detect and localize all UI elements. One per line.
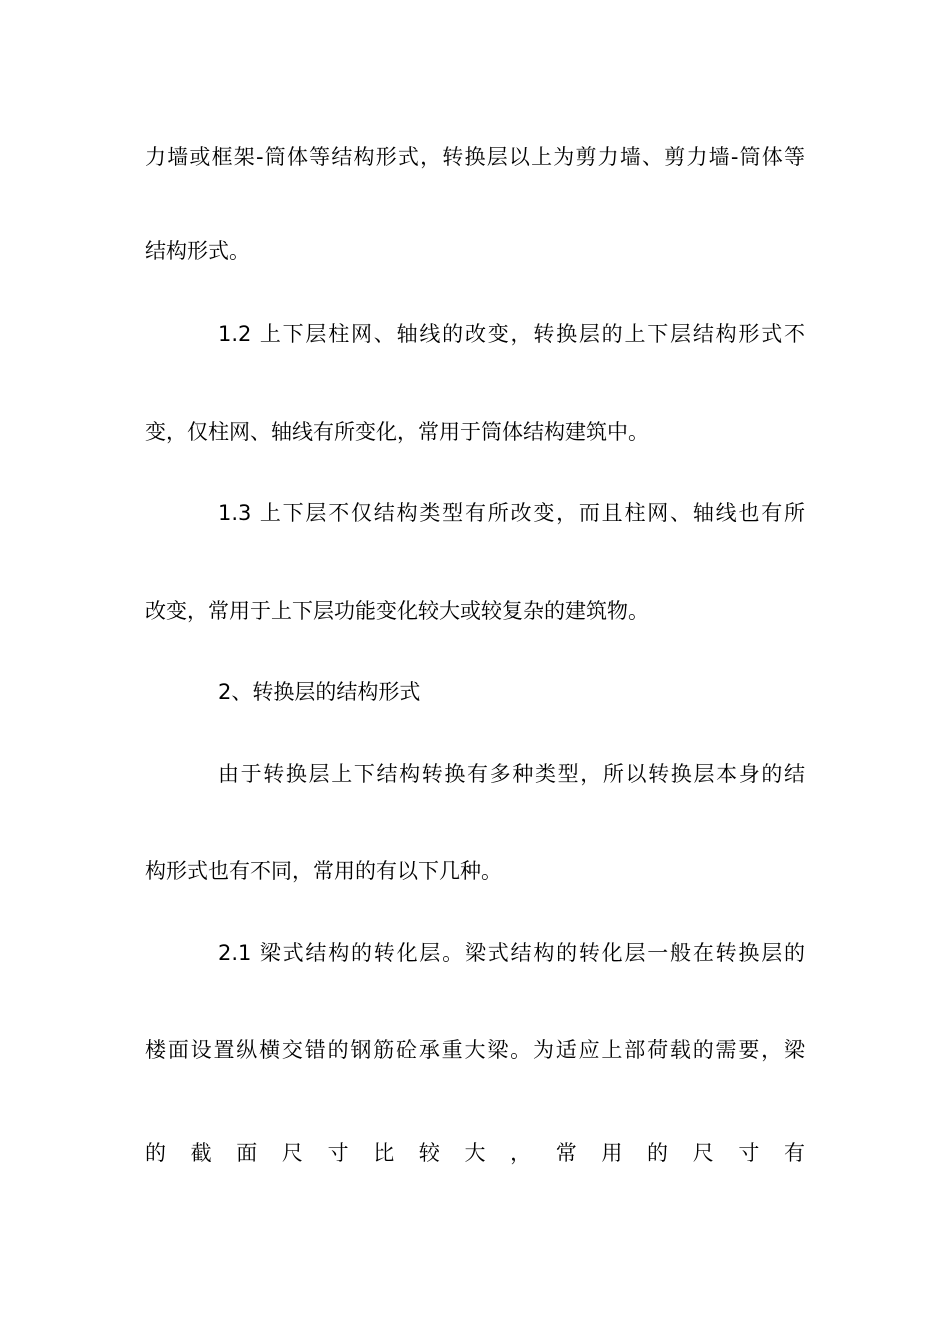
spread-char: 寸 xyxy=(738,1141,760,1165)
paragraph-line: 2.1 梁式结构的转化层。梁式结构的转化层一般在转换层的 xyxy=(218,941,805,965)
paragraph-line: 楼面设置纵横交错的钢筋砼承重大梁。为适应上部荷载的需要，梁 xyxy=(145,1038,805,1062)
spread-char: 截 xyxy=(190,1141,212,1165)
spread-char: 面 xyxy=(236,1141,258,1165)
paragraph-line: 改变，常用于上下层功能变化较大或较复杂的建筑物。 xyxy=(145,599,649,623)
spread-char: 寸 xyxy=(327,1141,349,1165)
spread-char: 有 xyxy=(783,1141,805,1165)
spread-char: 尺 xyxy=(281,1141,303,1165)
paragraph-line: 力墙或框架-筒体等结构形式，转换层以上为剪力墙、剪力墙-筒体等 xyxy=(145,145,805,169)
spread-text-line xyxy=(145,1139,805,1167)
paragraph-line: 变，仅柱网、轴线有所变化，常用于筒体结构建筑中。 xyxy=(145,420,649,444)
spread-char: 常 xyxy=(555,1141,577,1165)
spread-char: 比 xyxy=(373,1141,395,1165)
paragraph-line: 构形式也有不同，常用的有以下几种。 xyxy=(145,859,502,883)
spread-char: 的 xyxy=(647,1141,669,1165)
spread-char: ， xyxy=(510,1141,532,1165)
paragraph-line: 1.3 上下层不仅结构类型有所改变，而且柱网、轴线也有所 xyxy=(218,501,805,525)
spread-char: 尺 xyxy=(692,1141,714,1165)
paragraph-line: 1.2 上下层柱网、轴线的改变，转换层的上下层结构形式不 xyxy=(218,322,805,346)
paragraph-line: 由于转换层上下结构转换有多种类型，所以转换层本身的结 xyxy=(218,762,805,786)
spread-char: 的 xyxy=(145,1141,166,1165)
spread-char: 大 xyxy=(464,1141,486,1165)
paragraph-line: 结构形式。 xyxy=(145,239,250,263)
section-heading: 2、转换层的结构形式 xyxy=(218,680,421,704)
spread-char: 较 xyxy=(418,1141,440,1165)
spread-char: 用 xyxy=(601,1141,623,1165)
